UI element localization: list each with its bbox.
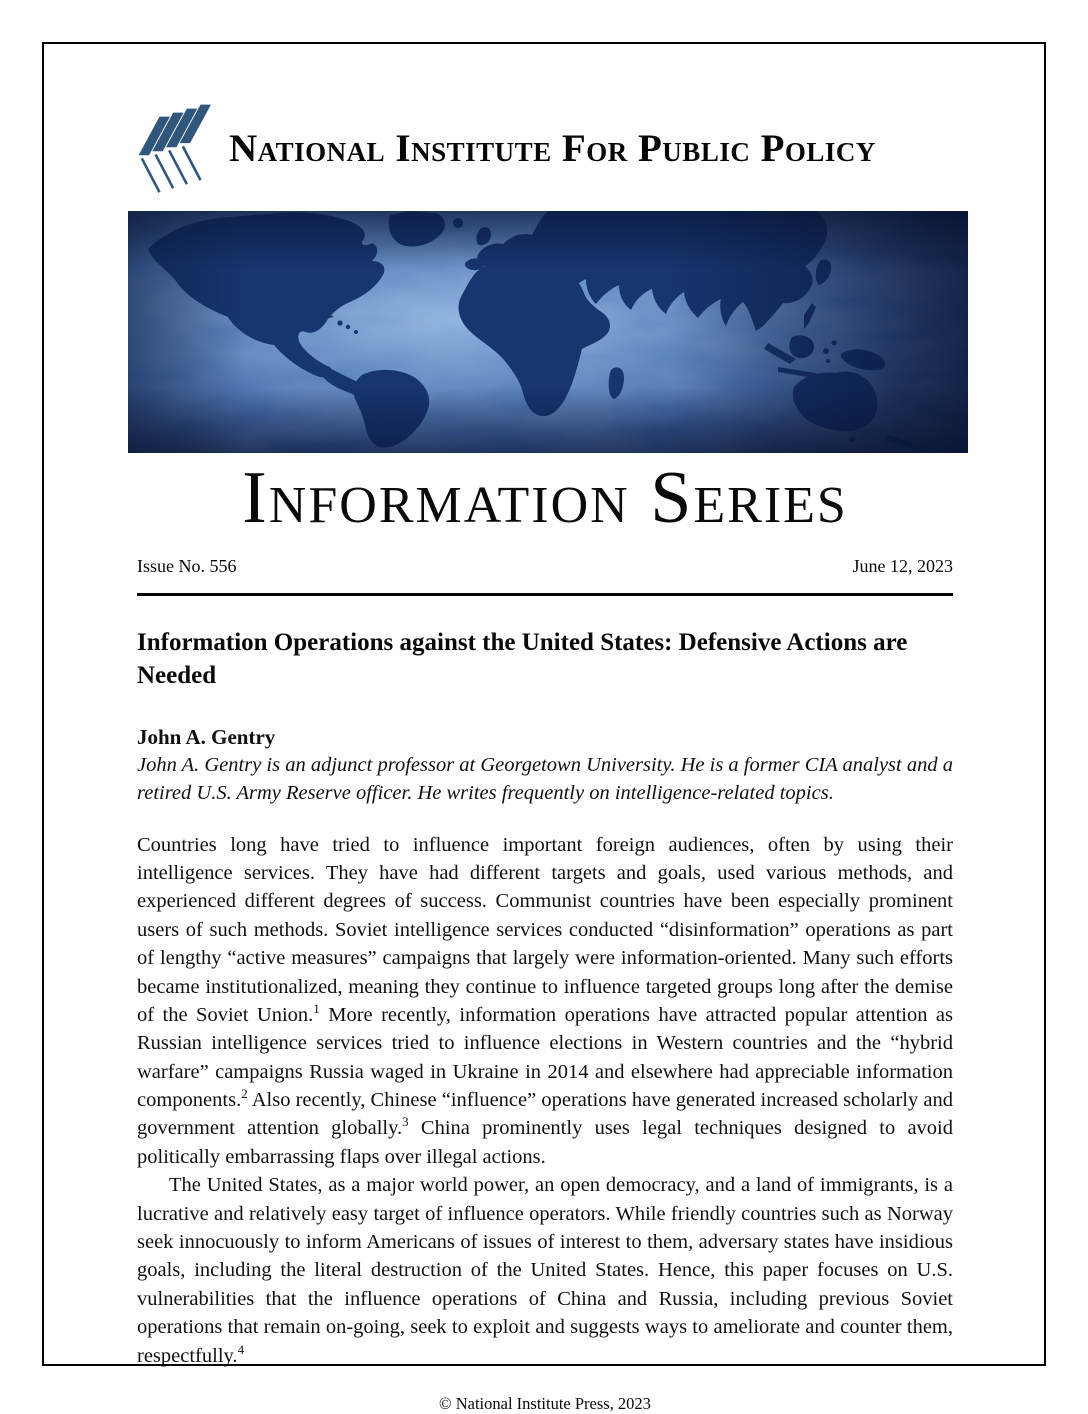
author-name: John A. Gentry <box>137 725 276 750</box>
article-title: Information Operations against the United States: Defensive Actions are Needed <box>137 629 908 690</box>
article-body <box>137 831 953 1370</box>
institution-name: National Institute For Public Policy <box>229 126 876 170</box>
world-map-banner-image <box>128 211 968 453</box>
issue-date: June 12, 2023 <box>852 556 953 577</box>
masthead <box>137 98 953 198</box>
body-paragraph: Countries long have tried to influence important foreign audiences, often by using their intelligence services. They have had different targets and goals, used various methods, and experienced different degrees of success. Communist countries have been especially prominent users of such methods. Soviet intelligence services conducted “disinformation” operations as part of lengthy “active measures” campaigns that largely were information-oriented. Many such efforts became institutionalized, meaning they continue to influence targeted groups long after the demise of the Soviet Union.$^1$ More recently, information operations have attracted popular attention as Russian intelligence services tried to influence elections in Western countries and the “hybrid warfare” campaigns Russia waged in Ukraine in 2014 and elsewhere had appreciable information components.$^2$ Also recently, Chinese “influence” operations have generated increased scholarly and government attention globally.$^3$ China prominently uses legal techniques designed to avoid politically embarrassing flaps over illegal actions. <box>137 833 954 1168</box>
divider-rule <box>137 593 953 596</box>
page-border <box>42 42 1046 1413</box>
issue-row <box>137 556 953 577</box>
body-paragraph: The United States, as a major world power, an open democracy, and a land of immigrants, is a lucrative and relatively easy target of influence operators. While friendly countries such as Norway seek innocuously to inform Americans of issues of interest to them, adversary states have insidious goals, including the literal destruction of the United States. Hence, this paper focuses on U.S. vulnerabilities that the influence operations of China and Russia, including previous Soviet operations that remain on-going, seek to exploit and suggests ways to ameliorate and counter them, respectfully.$^4$ <box>137 1174 953 1367</box>
series-title: Information Series <box>242 457 848 539</box>
author-bio: John A. Gentry is an adjunct professor at Georgetown University. He is a former CIA analyst and a retired U.S. Army Reserve officer. He writes frequently on intelligence-related topics. <box>137 754 953 804</box>
issue-number: Issue No. 556 <box>137 556 237 577</box>
nipp-logo-icon <box>137 100 219 196</box>
footer-copyright: © National Institute Press, 2023 <box>439 1393 651 1413</box>
